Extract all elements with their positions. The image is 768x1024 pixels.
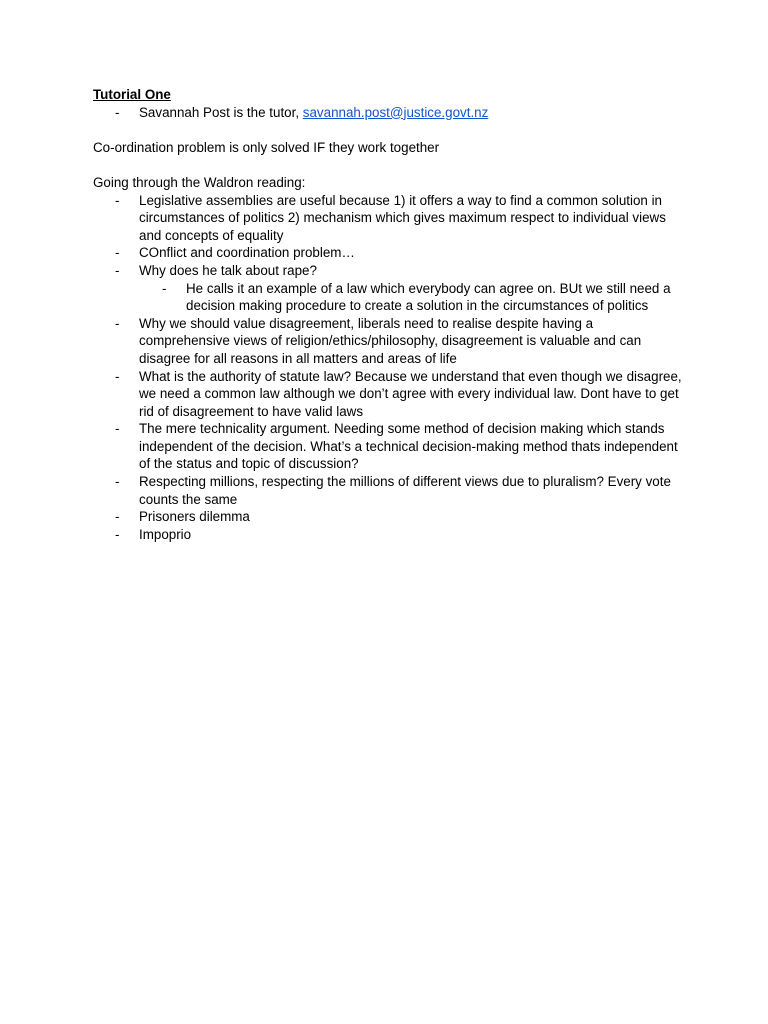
- reading-heading: Going through the Waldron reading:: [93, 174, 306, 190]
- nested-list: [139, 280, 683, 315]
- list-bullet: -: [115, 192, 120, 208]
- list-bullet: -: [115, 421, 120, 437]
- list-bullet: -: [115, 509, 120, 525]
- list-item-text: What is the authority of statute law? Because we understand that even though we disagree, we need a common law although we don’t agree with every individual law. Dont have to get rid of disagreement to have valid laws: [139, 368, 682, 419]
- tutor-email-link[interactable]: savannah.post@justice.govt.nz: [302, 104, 489, 120]
- list-item: [93, 262, 683, 315]
- list-bullet: -: [115, 104, 120, 120]
- document-page: [93, 86, 683, 543]
- list-item: [93, 526, 683, 544]
- list-bullet: -: [115, 474, 120, 490]
- document-title: Tutorial One: [93, 87, 171, 102]
- nested-list-item-text: He calls it an example of a law which everybody can agree on. BUt we still need a decision making procedure to create a solution in the circumstances of politics: [186, 280, 671, 314]
- list-item: [93, 315, 683, 368]
- list-item: [93, 420, 683, 473]
- tutor-list-item: [93, 104, 683, 122]
- list-item-text: Prisoners dilemma: [139, 509, 250, 525]
- tutor-list: [93, 104, 683, 122]
- tutor-text: Savannah Post is the tutor,: [139, 104, 303, 120]
- notes-list: [93, 192, 683, 544]
- list-bullet: -: [162, 280, 167, 296]
- list-item-text: Legislative assemblies are useful because 1) it offers a way to find a common solution in circumstances of politics 2) mechanism which gives maximum respect to individual views and concepts of equality: [139, 192, 666, 243]
- list-bullet: -: [115, 315, 120, 331]
- nested-list-item: [139, 280, 683, 315]
- list-item-text: COnflict and coordination problem…: [139, 245, 355, 261]
- paragraph-spacer: [93, 156, 683, 174]
- list-item: [93, 244, 683, 262]
- list-item: [93, 508, 683, 526]
- list-item: [93, 192, 683, 245]
- list-bullet: -: [115, 245, 120, 261]
- list-item: [93, 368, 683, 421]
- list-bullet: -: [115, 368, 120, 384]
- list-item-text: Respecting millions, respecting the millions of different views due to pluralism? Every vote counts the same: [139, 474, 671, 507]
- list-item-text: Why does he talk about rape?: [139, 262, 317, 278]
- coordination-paragraph: Co-ordination problem is only solved IF they work together: [93, 139, 440, 155]
- paragraph-spacer: [93, 121, 683, 139]
- list-bullet: -: [115, 262, 120, 278]
- list-bullet: -: [115, 526, 120, 542]
- list-item-text: Impoprio: [139, 526, 192, 542]
- list-item-text: The mere technicality argument. Needing some method of decision making which stands independent of the decision. What’s a technical decision-making method thats independent of the status and topic of discussion?: [139, 421, 678, 472]
- list-item-text: Why we should value disagreement, liberals need to realise despite having a comprehensive views of religion/ethics/philosophy, disagreement is valuable and can disagree for all reasons in all matters and areas of life: [139, 315, 642, 366]
- list-item: [93, 473, 683, 508]
